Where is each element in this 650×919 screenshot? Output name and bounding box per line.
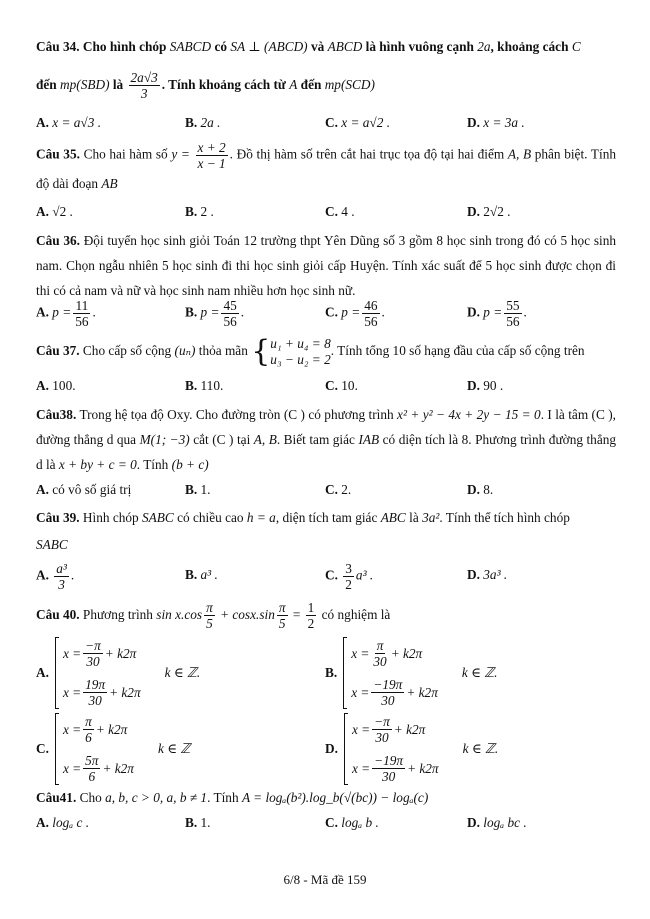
option-d[interactable]: D. x = $\frac{-\pi}{30}$ + k2π x = $\frac{-19\pi}{30}$ + k2π k ∈ ℤ. xyxy=(325,714,499,784)
question-34-line2: đến mp(SBD) là $\frac{2a√3}{3}$ . Tính khoảng cách từ A đến mp(SCD) xyxy=(36,70,375,102)
question-41: Câu41. Cho a, b, c > 0, a, b ≠ 1. Tính A = logₐ(b²).log_b(√(bc)) − logₐ(c) xyxy=(36,790,429,805)
equation-system: { u₁ + u₄ = 8 u₃ − u₂ = 2 xyxy=(251,333,331,369)
option-c[interactable]: C. 2. xyxy=(325,482,352,497)
option-a[interactable]: A. √2 . xyxy=(36,204,73,219)
question-label: Câu 34. xyxy=(36,39,80,54)
option-a[interactable]: A. có vô số giá trị xyxy=(36,482,132,497)
option-c[interactable]: C. p = $\frac{46}{56}$ . xyxy=(325,298,385,329)
option-a[interactable]: A. p = $\frac{11}{56}$ . xyxy=(36,298,96,329)
option-c[interactable]: C. x = a√2 . xyxy=(325,115,391,130)
fraction: $\frac{x + 2}{x - 1}$ xyxy=(197,140,226,171)
option-a[interactable]: A. $\frac{\text{a³}}{3}$ . xyxy=(36,561,75,592)
page-footer: 6/8 - Mã đề 159 xyxy=(283,872,367,887)
option-b[interactable]: B. x = $\frac{\pi}{30}$ + k2π x = $\frac{-19\pi}{30}$ + k2π k ∈ ℤ. xyxy=(325,638,498,708)
options-35 xyxy=(36,204,636,224)
options-41 xyxy=(36,815,636,835)
option-b[interactable]: B. 2 . xyxy=(185,204,214,219)
question-37: Câu 37. Cho cấp số cộng (uₙ) thỏa mãn { u₁ + u₄ = 8 u₃ − u₂ = 2 . Tính tổng 10 số hạng đầu của cấp số cộng trên xyxy=(36,333,585,369)
options-38 xyxy=(36,482,636,502)
option-d[interactable]: D. 90 . xyxy=(467,378,504,393)
option-a[interactable]: A. 100. xyxy=(36,378,76,393)
question-40: Câu 40. Phương trình sin x.cos $\frac{\pi}{5}$ + cosx.sin $\frac{\pi}{5}$ = $\frac{1}{2}$ có nghiệm là xyxy=(36,600,391,632)
option-c[interactable]: C. x = $\frac{\pi}{6}$ + k2π x = $\frac{5\pi}{6}$ + k2π k ∈ ℤ xyxy=(36,714,191,784)
option-c[interactable]: C. 10. xyxy=(325,378,358,393)
option-d[interactable]: D. x = 3a . xyxy=(467,115,525,130)
options-39 xyxy=(36,561,636,595)
option-a[interactable]: A. logₐ c . xyxy=(36,815,90,830)
question-38: Câu38. Trong hệ tọa độ Oxy. Cho đường tròn (C ) có phương trình x² + y² − 4x + 2y − 15 = 0. I là tâm (C ), đường thẳng d qua M(1; −3) cắt (C ) tại A, B. Biết tam giác IAB có diện tích là 8. Phương trình đường thẳng d là x + by + c = 0. Tính (b + c) xyxy=(36,407,617,472)
option-b[interactable]: B. 1. xyxy=(185,815,211,830)
option-d[interactable]: D. p = $\frac{55}{56}$ . xyxy=(467,298,527,329)
option-c[interactable]: C. 4 . xyxy=(325,204,355,219)
question-39: Câu 39. Hình chóp SABC có chiều cao h = a, diện tích tam giác ABC là 3a². Tính thể tích hình chóp SABC xyxy=(36,510,570,552)
question-36: Câu 36. Đội tuyển học sinh giỏi Toán 12 trường thpt Yên Dũng số 3 gồm 8 học sinh trong đó có 5 học sinh nam. Chọn ngẫu nhiên 5 học sinh đi thi học sinh giỏi cấp Huyện. Tính xác suất để 5 học sinh được chọn đi thi có cả nam và nữ và học sinh nam nhiều hơn học sinh nữ. xyxy=(36,233,616,298)
option-b[interactable]: B. p = $\frac{45}{56}$ . xyxy=(185,298,245,329)
option-a[interactable]: A. x = $\frac{-\pi}{30}$ + k2π x = $\frac{19\pi}{30}$ + k2π k ∈ ℤ. xyxy=(36,638,201,708)
option-c[interactable]: C. $\frac{3}{2}$ a³ . xyxy=(325,561,374,592)
option-d[interactable]: D. logₐ bc . xyxy=(467,815,527,830)
option-d[interactable]: D. 3a³ . xyxy=(467,567,508,582)
option-d[interactable]: D. 8. xyxy=(467,482,494,497)
options-36 xyxy=(36,298,636,328)
fraction: $\frac{2a√3}{3}$ xyxy=(130,70,158,102)
option-c[interactable]: C. logₐ b . xyxy=(325,815,379,830)
question-34: Câu 34. Cho hình chóp SABCD có SA ⊥ (ABCD) và ABCD là hình vuông cạnh 2a, khoảng cách C xyxy=(36,39,581,54)
option-b[interactable]: B. a³ . xyxy=(185,567,218,582)
options-34 xyxy=(36,115,636,135)
option-a[interactable]: A. x = a√3 . xyxy=(36,115,102,130)
option-d[interactable]: D. 2√2 . xyxy=(467,204,511,219)
options-37 xyxy=(36,378,636,398)
option-b[interactable]: B. 110. xyxy=(185,378,224,393)
question-35: Câu 35. Cho hai hàm số y = $\frac{x + 2}{x - 1}$ . Đồ thị hàm số trên cắt hai trục tọa độ tại hai điểm A, B phân biệt. Tính độ dài đoạn AB xyxy=(36,140,616,191)
option-b[interactable]: B. 1. xyxy=(185,482,211,497)
option-b[interactable]: B. 2a . xyxy=(185,115,221,130)
